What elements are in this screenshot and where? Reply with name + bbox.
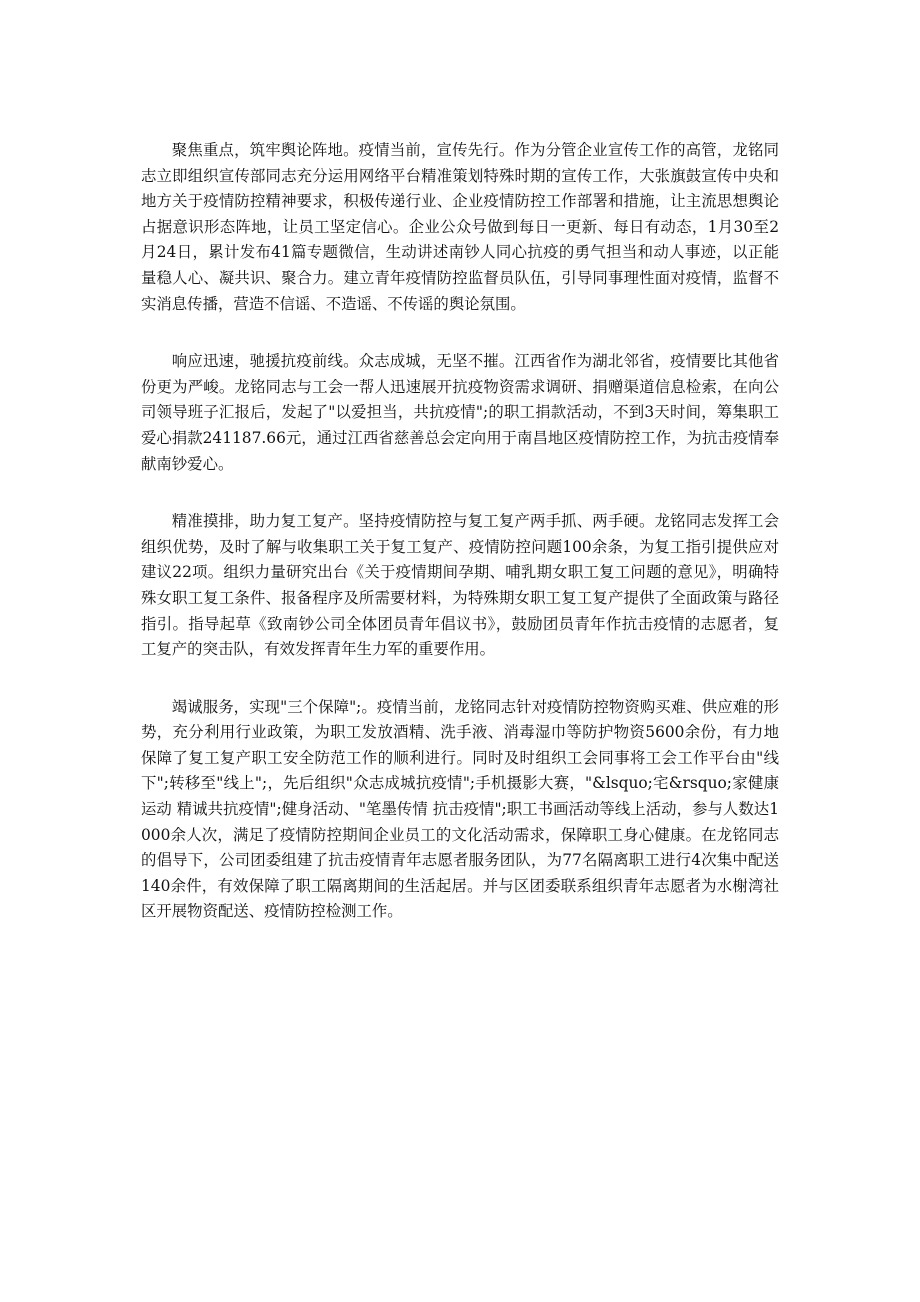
- document-body: [141, 138, 779, 957]
- paragraph-donation: 响应迅速，驰援抗疫前线。众志成城，无坚不摧。江西省作为湖北邻省，疫情要比其他省份更为严峻。龙铭同志与工会一帮人迅速展开抗疫物资需求调研、捐赠渠道信息检索，在向公司领导班子汇报后，发起了"以爱担当，共抗疫情";的职工捐款活动，不到3天时间，筹集职工爱心捐款241187.66元，通过江西省慈善总会定向用于南昌地区疫情防控工作，为抗击疫情奉献南钞爱心。: [141, 352, 779, 473]
- paragraph-public-opinion: 聚焦重点，筑牢舆论阵地。疫情当前，宣传先行。作为分管企业宣传工作的高管，龙铭同志立即组织宣传部同志充分运用网络平台精准策划特殊时期的宣传工作，大张旗鼓宣传中央和地方关于疫情防控精神要求，积极传递行业、企业疫情防控工作部署和措施，让主流思想舆论占据意识形态阵地，让员工坚定信心。企业公众号做到每日一更新、每日有动态，1月30至2月24日，累计发布41篇专题微信，生动讲述南钞人同心抗疫的勇气担当和动人事迹，以正能量稳人心、凝共识、聚合力。建立青年疫情防控监督员队伍，引导同事理性面对疫情，监督不实消息传播，营造不信谣、不造谣、不传谣的舆论氛围。: [141, 141, 779, 313]
- paragraph-resumption: 精准摸排，助力复工复产。坚持疫情防控与复工复产两手抓、两手硬。龙铭同志发挥工会组织优势，及时了解与收集职工关于复工复产、疫情防控问题100余条，为复工指引提供应对建议22项。组织力量研究出台《关于疫情期间孕期、哺乳期女职工复工问题的意见》，明确特殊女职工复工条件、报备程序及所需要材料，为特殊期女职工复工复产提供了全面政策与路径指引。指导起草《致南钞公司全体团员青年倡议书》，鼓励团员青年作抗击疫情的志愿者，复工复产的突击队，有效发挥青年生力军的重要作用。: [141, 512, 779, 659]
- paragraph-service: 竭诚服务，实现"三个保障";。疫情当前，龙铭同志针对疫情防控物资购买难、供应难的形势，充分利用行业政策，为职工发放酒精、洗手液、消毒湿巾等防护物资5600余份，有力地保障了复工复产职工安全防范工作的顺利进行。同时及时组织工会同事将工会工作平台由"线下";转移至"线上";，先后组织"众志成城抗疫情";手机摄影大赛，"&lsquo;宅&rsquo;家健康运动 精诚共抗疫情";健身活动、"笔墨传情 抗击疫情";职工书画活动等线上活动，参与人数达1000余人次，满足了疫情防控期间企业员工的文化活动需求，保障职工身心健康。在龙铭同志的倡导下，公司团委组建了抗击疫情青年志愿者服务团队，为77名隔离职工进行4次集中配送140余件，有效保障了职工隔离期间的生活起居。并与区团委联系组织青年志愿者为水榭湾社区开展物资配送、疫情防控检测工作。: [141, 697, 779, 921]
